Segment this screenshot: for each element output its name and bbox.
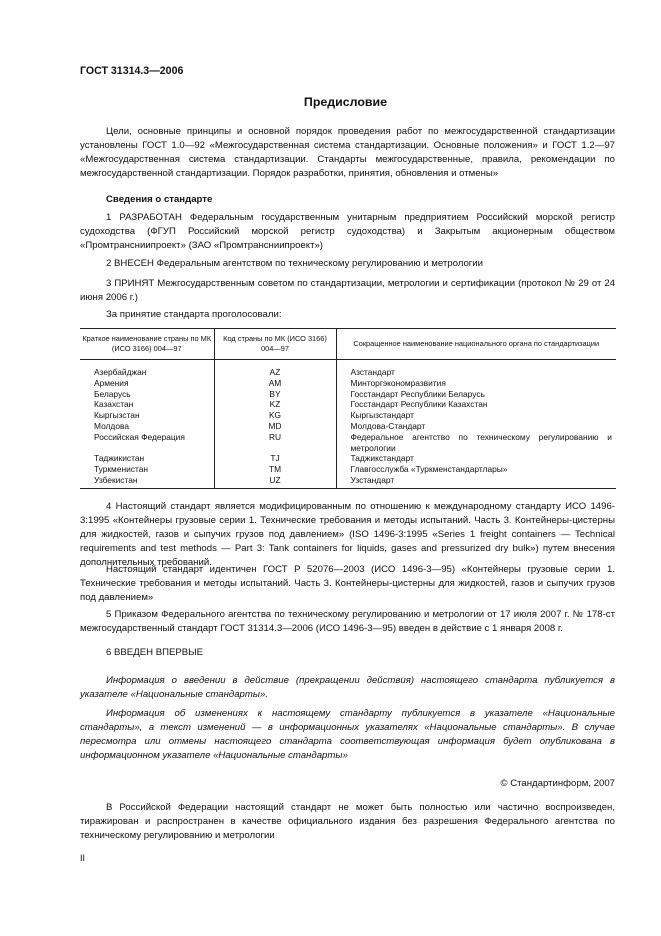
table-row xyxy=(80,360,616,378)
country-name: Беларусь xyxy=(94,388,131,399)
paragraph-modified: 4 Настоящий стандарт является модифицированным по отношению к международному стандарту ИСО 1496-3:1995 «Контейнеры грузовые серии 1. Технические требования и методы испытаний. Часть 3. Контейнеры-цистерны для жидкостей, газов и сыпучих грузов под давлением» (ISO 1496-3:1995 «Series 1 freight containers — Technical requirements and test methods — Part 3: Tank containers for liquids, gases and pressurized dry bulk») путем внесения дополнительных требований. xyxy=(80,501,615,568)
country-code: BY xyxy=(214,389,336,400)
document-code: ГОСТ 31314.3—2006 xyxy=(80,65,184,77)
page-title: Предисловие xyxy=(303,95,388,109)
country-name: Российская Федерация xyxy=(94,431,185,442)
footer-restriction: В Российской Федерации настоящий стандарт не может быть полностью или частично воспроизведен, тиражирован и распространен в качестве официального издания без разрешения Федерального агентства по техническому регулированию и метрологии xyxy=(80,802,615,841)
country-code: KG xyxy=(214,410,336,421)
country-name: Армения xyxy=(94,377,129,388)
voting-states-table xyxy=(80,328,616,489)
standards-body: Молдова-Стандарт xyxy=(336,421,616,432)
table-row xyxy=(80,410,616,421)
standards-body: Азстандарт xyxy=(336,360,616,378)
standards-body: Узстандарт xyxy=(336,475,616,488)
standards-body: Кыргызстандарт xyxy=(336,410,616,421)
table-row xyxy=(80,399,616,410)
header-code: Код страны по МК (ИСО 3166) 004—97 xyxy=(214,329,336,360)
standards-body: Минторгэкономразвития xyxy=(336,378,616,389)
country-name: Узбекистан xyxy=(80,475,214,488)
header-country: Краткое наименование страны по МК (ИСО 3166) 004—97 xyxy=(80,329,214,360)
table-header-row xyxy=(80,329,616,360)
country-code: AZ xyxy=(214,360,336,378)
country-code: KZ xyxy=(214,399,336,410)
standards-body: Госстандарт Республики Беларусь xyxy=(336,389,616,400)
country-name: Азербайджан xyxy=(94,367,147,377)
standards-body: Таджикстандарт xyxy=(336,453,616,464)
paragraph-order: 5 Приказом Федерального агентства по техническому регулированию и метрологии от 17 июля 2007 г. № 178-ст межгосударственный стандарт ГОСТ 31314.3—2006 (ИСО 1496-3—95) введен в действие с 1 января 2008 г. xyxy=(80,609,615,634)
table-row xyxy=(80,432,616,454)
table-row xyxy=(80,421,616,432)
standards-body: Главгосслужба «Туркменстандартлары» xyxy=(336,464,616,475)
copyright: © Стандартинформ, 2007 xyxy=(500,778,615,789)
country-code: TJ xyxy=(214,453,336,464)
vote-intro: За принятие стандарта проголосовали: xyxy=(106,309,282,320)
page-number: II xyxy=(80,853,86,863)
table-row xyxy=(80,453,616,464)
paragraph-adopted: 3 ПРИНЯТ Межгосударственным советом по стандартизации, метрологии и сертификации (протокол № 29 от 24 июня 2006 г.) xyxy=(80,278,615,303)
intro-paragraph: Цели, основные принципы и основной порядок проведения работ по межгосударственной стандартизации установлены ГОСТ 1.0—92 «Межгосударственная система стандартизации. Основные положения» и ГОСТ 1.2—97 «Межгосударственная система стандартизации. Стандарты межгосударственные, правила, рекомендации по межгосударственной стандартизации. Порядок разработки, принятия, обновления и отмены» xyxy=(80,126,615,179)
notice-introduction: Информация о введении в действие (прекращении действия) настоящего стандарта публикуется в указателе «Национальные стандарты». xyxy=(80,675,615,700)
standards-body: Госстандарт Республики Казахстан xyxy=(336,399,616,410)
table-row xyxy=(80,475,616,488)
paragraph-developed: 1 РАЗРАБОТАН Федеральным государственным унитарным предприятием Российский морской регистр судоходства (ФГУП Российский морской регистр судоходства) и Закрытым акционерным обществом «Промтрансниипроект» (ЗАО «Промтрансниипроект») xyxy=(80,212,615,251)
country-code: AM xyxy=(214,378,336,389)
country-code: MD xyxy=(214,421,336,432)
country-name: Молдова xyxy=(94,420,129,431)
paragraph-identical: Настоящий стандарт идентичен ГОСТ Р 52076—2003 (ИСО 1496-3—95) «Контейнеры грузовые серии 1. Технические требования и методы испытаний. Часть 3. Контейнеры-цистерны для жидкостей, газов и сыпучих грузов под давлением» xyxy=(80,564,615,603)
country-code: UZ xyxy=(214,475,336,488)
country-name: Кыргызстан xyxy=(94,410,140,421)
table-row xyxy=(80,378,616,389)
header-organization: Сокращенное наименование национального органа по стандартизации xyxy=(336,329,616,360)
country-name: Туркменистан xyxy=(94,464,148,475)
section-heading: Сведения о стандарте xyxy=(106,194,213,205)
table-row xyxy=(80,389,616,400)
country-name: Казахстан xyxy=(94,399,134,410)
country-name: Таджикистан xyxy=(94,453,145,464)
table-row xyxy=(80,464,616,475)
standards-body: Федеральное агентство по техническому регулированию и метрологии xyxy=(336,432,616,454)
paragraph-first-introduced: 6 ВВЕДЕН ВПЕРВЫЕ xyxy=(106,647,204,658)
notice-changes: Информация об изменениях к настоящему стандарту публикуется в указателе «Национальные стандарты», а текст изменений — в информационных указателях «Национальные стандарты». В случае пересмотра или отмены настоящего стандарта соответствующая информация будет опубликована в информационном указателе «Национальные стандарты» xyxy=(80,708,615,761)
country-code: RU xyxy=(214,432,336,454)
paragraph-submitted: 2 ВНЕСЕН Федеральным агентством по техническому регулированию и метрологии xyxy=(106,258,484,269)
country-code: TM xyxy=(214,464,336,475)
